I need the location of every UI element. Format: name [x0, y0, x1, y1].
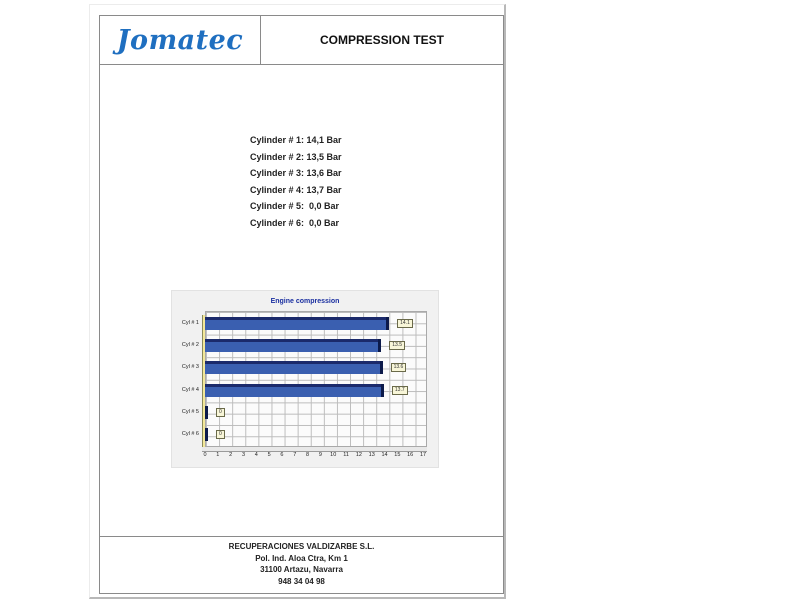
footer-address-2: 31100 Artazu, Navarra	[260, 565, 343, 574]
chart-bar-row	[172, 383, 438, 397]
bar-category-label: Cyl # 5	[181, 408, 199, 415]
cylinder-readings	[250, 132, 342, 232]
x-axis-tick: 4	[254, 452, 258, 458]
reading-cyl-2: Cylinder # 2: 13,5 Bar	[250, 151, 342, 162]
x-axis-tick: 1	[216, 452, 220, 458]
bar-value-label: 13.6	[391, 363, 407, 372]
x-axis-tick: 17	[419, 452, 427, 458]
x-axis-tick: 7	[293, 452, 297, 458]
x-axis-tick: 13	[368, 452, 375, 458]
chart-title: Engine compression	[270, 298, 340, 305]
reading-cyl-1: Cylinder # 1: 14,1 Bar	[250, 135, 342, 145]
x-axis-tick: 6	[280, 452, 284, 458]
reading-cyl-4: Cylinder # 4: 13,7 Bar	[250, 184, 342, 195]
chart-bar-row	[172, 338, 438, 352]
x-axis-tick: 8	[306, 452, 310, 458]
logo-cell	[100, 16, 261, 64]
reading-cyl-3: Cylinder # 3: 13,6 Bar	[250, 168, 342, 179]
x-axis-tick: 16	[407, 452, 414, 458]
reading-cyl-5: Cylinder # 5: 0,0 Bar	[250, 201, 340, 212]
x-axis-tick: 3	[241, 452, 245, 458]
compression-chart	[171, 290, 439, 468]
x-axis-tick: 10	[330, 452, 337, 458]
x-axis-tick: 0	[203, 452, 207, 458]
report-title: COMPRESSION TEST	[319, 33, 444, 47]
chart-bar	[205, 339, 381, 352]
chart-bar-row	[172, 405, 438, 419]
x-axis-tick: 9	[318, 452, 322, 458]
bar-category-label: Cyl # 4	[181, 386, 199, 393]
chart-bar-row	[172, 427, 438, 441]
company-logo: Jomatec	[116, 24, 244, 56]
chart-bar-row	[172, 360, 438, 374]
bar-value-label: 14.1	[397, 319, 413, 328]
bar-value-label: 13.7	[392, 386, 408, 395]
bar-value-label: 0	[216, 430, 225, 439]
footer-phone: 948 34 04 98	[278, 576, 325, 586]
report-frame	[99, 15, 504, 594]
bar-category-label: Cyl # 2	[181, 342, 199, 349]
footer-company: RECUPERACIONES VALDIZARBE S.L.	[228, 542, 375, 551]
x-axis-tick: 15	[394, 452, 401, 458]
x-axis-tick: 14	[381, 452, 388, 458]
chart-bar	[205, 406, 208, 419]
bar-value-label: 13.5	[389, 341, 405, 350]
x-axis-tick: 2	[229, 452, 233, 458]
bar-category-label: Cyl # 1	[181, 320, 199, 326]
report-header	[100, 16, 503, 65]
x-axis-tick: 12	[355, 452, 362, 458]
chart-bar-row	[172, 316, 438, 330]
x-axis-tick: 11	[343, 452, 349, 458]
chart-bar	[205, 384, 384, 397]
chart-bar	[205, 361, 383, 374]
bar-category-label: Cyl # 6	[181, 431, 199, 437]
chart-bar	[205, 428, 208, 441]
report-footer	[100, 536, 503, 587]
reading-cyl-6: Cylinder # 6: 0,0 Bar	[250, 217, 340, 228]
footer-address-1: Pol. Ind. Aloa Ctra, Km 1	[255, 553, 348, 563]
x-axis-tick: 5	[267, 452, 271, 458]
bar-category-label: Cyl # 3	[181, 364, 199, 371]
bar-value-label: 0	[216, 408, 225, 417]
chart-bar	[205, 317, 389, 330]
